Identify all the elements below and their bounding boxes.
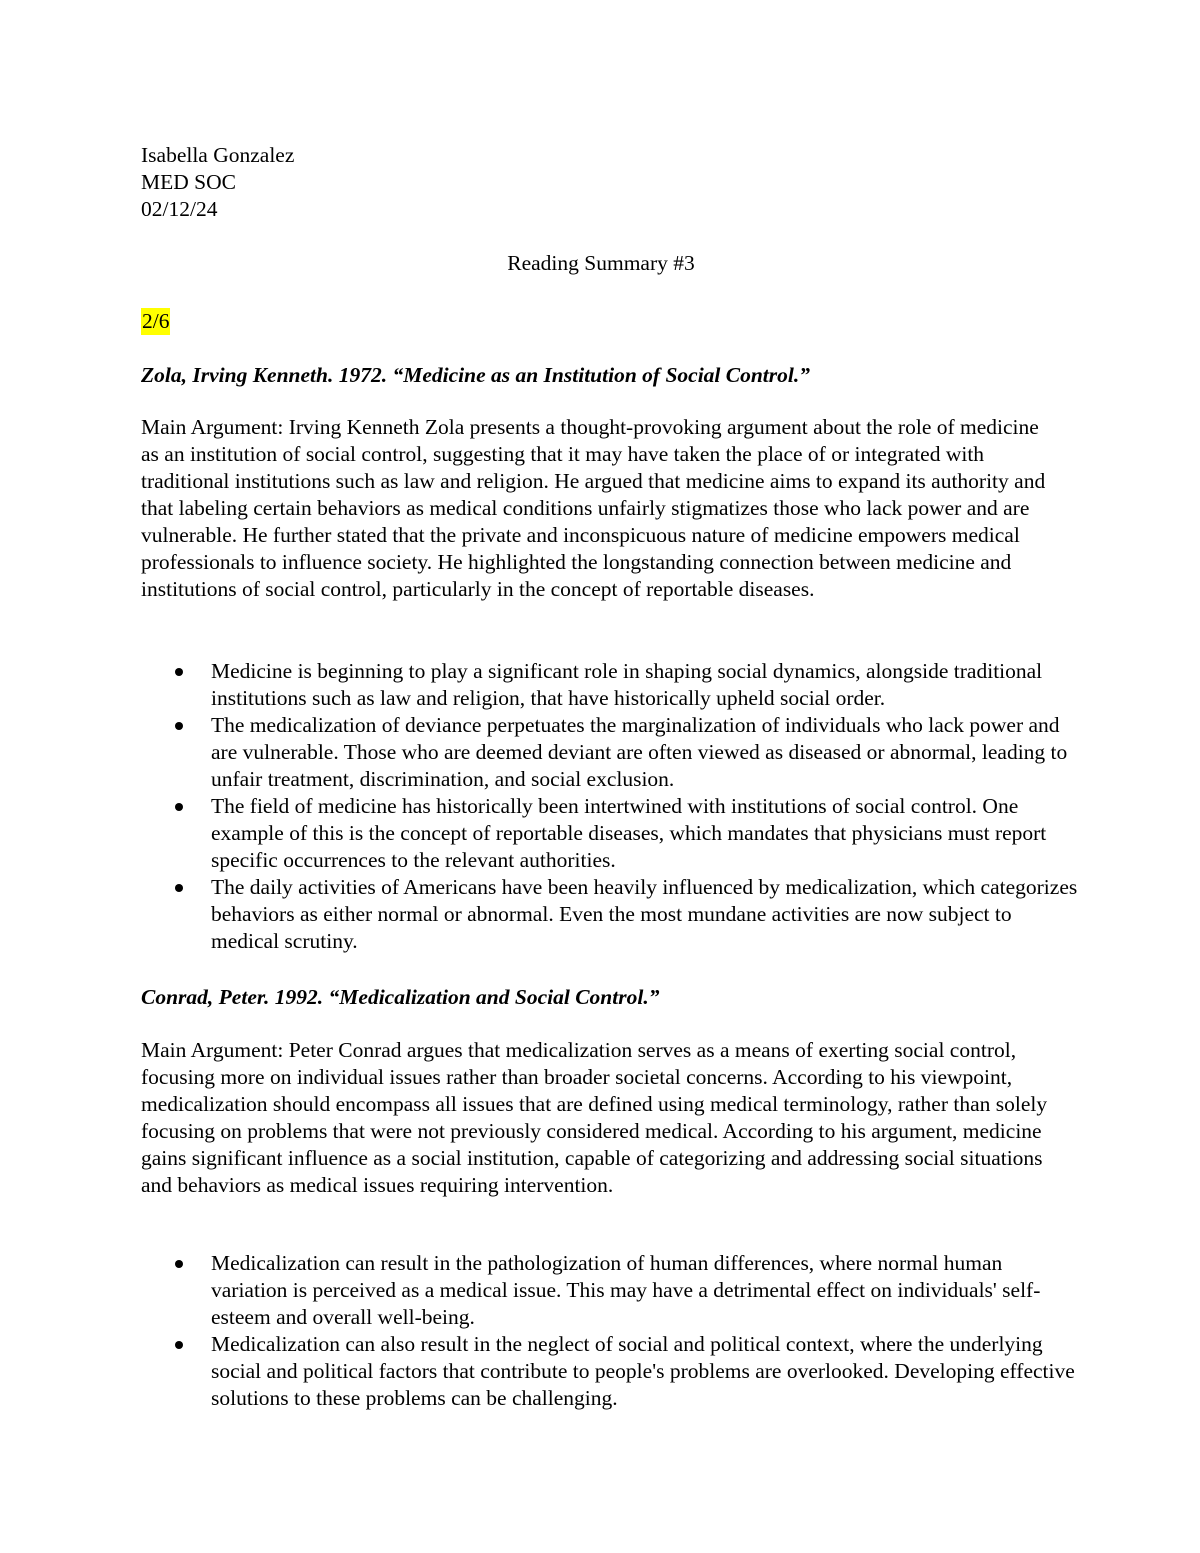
document-date: 02/12/24 [141, 197, 218, 221]
list-item: The daily activities of Americans have been heavily influenced by medicalization, which categorizes behaviors as either normal or abnormal. Even the most mundane activities are now subject to medical scrutiny. [141, 874, 1081, 955]
list-item: Medicalization can result in the pathologization of human differences, where normal human variation is perceived as a medical issue. This may have a detrimental effect on individuals' self-esteem and overall well-being. [141, 1250, 1081, 1331]
reading-date-highlight: 2/6 [142, 309, 170, 333]
list-item: Medicalization can also result in the neglect of social and political context, where the underlying social and political factors that contribute to people's problems are overlooked. Developing effective solutions to these problems can be challenging. [141, 1331, 1081, 1412]
course-name: MED SOC [141, 170, 236, 194]
main-argument-paragraph: Main Argument: Irving Kenneth Zola presents a thought-provoking argument about the role of medicine as an institution of social control, suggesting that it may have taken the place of or integrated with traditional institutions such as law and religion. He argued that medicine aims to expand its authority and that labeling certain behaviors as medical conditions unfairly stigmatizes those who lack power and are vulnerable. He further stated that the private and inconspicuous nature of medicine empowers medical professionals to influence society. He highlighted the longstanding connection between medicine and institutions of social control, particularly in the concept of reportable diseases. [141, 415, 1046, 601]
list-item: The field of medicine has historically been intertwined with institutions of social control. One example of this is the concept of reportable diseases, which mandates that physicians must report specific occurrences to the relevant authorities. [141, 793, 1081, 874]
list-item: The medicalization of deviance perpetuates the marginalization of individuals who lack power and are vulnerable. Those who are deemed deviant are often viewed as diseased or abnormal, leading to unfair treatment, discrimination, and social exclusion. [141, 712, 1081, 793]
reading-citation: Conrad, Peter. 1992. “Medicalization and Social Control.” [141, 985, 660, 1009]
list-item: Medicine is beginning to play a significant role in shaping social dynamics, alongside traditional institutions such as law and religion, that have historically upheld social order. [141, 658, 1081, 712]
reading-citation: Zola, Irving Kenneth. 1972. “Medicine as an Institution of Social Control.” [141, 363, 810, 387]
main-argument-paragraph: Main Argument: Peter Conrad argues that medicalization serves as a means of exerting social control, focusing more on individual issues rather than broader societal concerns. According to his viewpoint, medicalization should encompass all issues that are defined using medical terminology, rather than solely focusing on problems that were not previously considered medical. According to his argument, medicine gains significant influence as a social institution, capable of categorizing and addressing social situations and behaviors as medical issues requiring intervention. [141, 1038, 1048, 1197]
key-points-list [141, 658, 1081, 955]
key-points-list [141, 1250, 1081, 1412]
page-title: Reading Summary #3 [507, 251, 695, 275]
document-page [141, 142, 1081, 1410]
author-name: Isabella Gonzalez [141, 143, 295, 167]
